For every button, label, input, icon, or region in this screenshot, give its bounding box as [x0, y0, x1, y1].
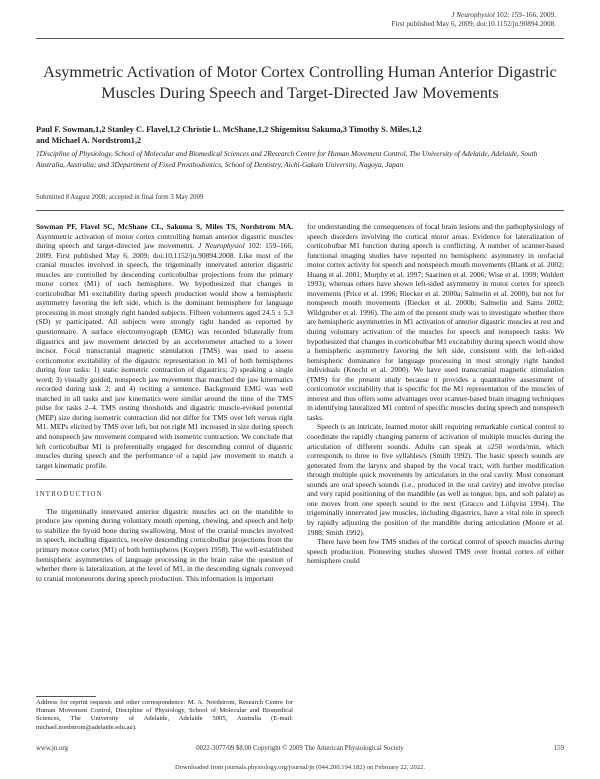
- journal-header: [391, 11, 556, 29]
- right-column: [307, 222, 564, 566]
- introduction-heading: INTRODUCTION: [36, 491, 103, 499]
- left-column: [36, 222, 293, 583]
- author-line-1: Paul F. Sowman,1,2 Stanley C. Flavel,1,2 Christie L. McShane,1,2 Shigemitsu Sakuma,3 Timothy S. Miles,1,2: [36, 125, 422, 134]
- page-number: 159: [553, 745, 564, 752]
- affiliations: 1Discipline of Physiology, School of Molecular and Biomedical Sciences and 2Research Centre for Human Movement Control, The University of Adelaide, Adelaide, South Australia, Australia; and 3Department of Fixed Prosthodontics, School of Dentistry, Aichi-Gakuin University, Nagoya, Japan: [36, 149, 538, 169]
- footnote-rule: [36, 696, 96, 697]
- abstract: [36, 222, 293, 470]
- abstract-top-rule: [36, 210, 564, 211]
- paragraph-3-emphasis: during: [544, 537, 564, 547]
- copyright-notice: 0022-3077/09 $8.00 Copyright © 2009 The American Physiological Society: [196, 745, 404, 752]
- submission-dates: Submitted 8 August 2008; accepted in final form 3 May 2009: [36, 194, 204, 201]
- introduction-paragraph-2: Speech is an intricate, learned motor skill requiring remarkable cortical control to coordinate the rapidly changing patterns of activation of multiple muscles during the articulation of different sounds. Adults can speak at ≤250 words/min, which corresponds to three to five syllables/s (Smith 1992). The basic speech sounds are generated from the larynx and shaped by the vocal tract, with further modification through multiple quick movements by articulators in the oral cavity. Most consonant sounds are oral speech sounds (i.e., produced in the oral cavity) and involve precise and very rapid positioning of the mandible (as well as tongue, lips, and soft palate) as one moves from one speech sound to the next (Gracco and Löfqvist 1994). The trigeminally innervated jaw muscles, including digastrics, have a vital role in speech by rapidly adjusting the position of the mandible during articulation (Moore et al. 1988; Smith 1992).: [307, 422, 564, 537]
- download-notice: Downloaded from journals.physiology.org/journal/jn (044.200.194.182) on February 22, 2022.: [175, 764, 425, 771]
- abstract-citation-title: Asymmetric activation of motor cortex controlling human anterior digastric muscles during speech and target-directed jaw movements.: [36, 231, 293, 251]
- paragraph-3-text-c: speech production. Pioneering studies showed TMS over frontal cortex of either hemisphere could: [307, 546, 564, 566]
- paragraph-3-text-a: There have been few TMS studies of the cortical control of speech muscles: [317, 537, 545, 547]
- author-list: [36, 124, 566, 146]
- introduction-paragraph-1: The trigeminally innervated anterior digastric muscles act on the mandible to produce jaw opening during voluntary mouth opening, chewing, and speech and help to stabilize the hyoid bone during swallowing. Most of the cranial muscles involved in speech, including digastrics, receive descending corticobulbar projections from the primary motor cortex (M1) of both hemispheres (Kuypers 1958). The well-established hemispheric asymmetries of language processing in the brain raise the question of whether there is lateralization, at the level of M1, in the descending signals conveyed to cranial motoneurons during speech production. This information is important: [36, 506, 294, 583]
- introduction-paragraph-3: [307, 537, 564, 566]
- abstract-bottom-rule: [36, 479, 293, 480]
- abstract-citation-authors: Sowman PF, Flavel SC, McShane CL, Sakuma S, Miles TS, Nordstrom MA.: [36, 222, 293, 231]
- first-published-line: First published May 6, 2009; doi:10.1152/jn.90894.2008.: [391, 20, 556, 29]
- header-rule: [36, 38, 564, 39]
- journal-citation: 102: 159–166, 2009.: [496, 11, 556, 19]
- correspondence-footnote: Address for reprint requests and other correspondence: M. A. Nordstrom, Research Centre for Human Movement Control, Discipline of Physiology, School of Molecular and Biomedical Sciences, The University of Adelaide, Adelaide 5005, Australia (E-mail: michael.nordstrom@adelaide.edu.au).: [36, 699, 293, 731]
- abstract-body: 102: 159–166, 2009. First published May 6, 2009; doi:10.1152/jn.90894.2008. Like most of the cranial muscles involved in speech, the trigeminally innervated anterior digastric muscles are controlled by descending corticobulbar projections from the primary motor cortex (M1) of each hemisphere. We hypothesized that changes in corticobulbar M1 excitability during speech production would show a hemispheric asymmetry favoring the left side, which is the dominant hemisphere for language processing in most strongly right handed subjects. Fifteen volunteers aged 24.5 ± 5.3 (SD) yr participated. All subjects were strongly right handed as reported by questionnaire. A surface electromyograph (EMG) was recorded bilaterally from digastrics and jaw movement detected by an accelerometer attached to a lower incisor. Focal transcranial magnetic stimulation (TMS) was used to assess corticomotor excitability of the digastric representation in M1 of both hemispheres during four tasks: 1) static isometric contraction of digastrics; 2) speaking a single word; 3) visually guided, nonspeech jaw movement that matched the jaw kinematics recorded during task 2; and 4) reciting a sentence. Background EMG was well matched in all tasks and jaw kinematics were similar around the time of the TMS pulse for tasks 2–4. TMS resting thresholds and digastric muscle-evoked potential (MEP) size during isometric contraction did not differ for TMS over left versus right M1. MEPs elicited by TMS over left, but not right M1 increased in size during speech and nonspeech jaw movement compared with isometric contraction. We conclude that left corticobulbar M1 is preferentially engaged for descending control of digastric muscles during speech and the performance of a rapid jaw movement to match a target kinematic profile.: [36, 241, 293, 470]
- abstract-citation-journal: J Neurophysiol: [198, 241, 245, 251]
- journal-website: www.jn.org: [36, 745, 68, 752]
- introduction-paragraph-1-continued: for understanding the consequences of focal brain lesions and the pathophysiology of speech disorders involving the cortical motor areas. Evidence for lateralization of corticobulbar M1 function during speech is conflicting. A number of scanner-based functional imaging studies have reported no hemispheric asymmetry in orofacial motor cortex activity for speech and nonspeech mouth movements (Blank et al. 2002; Huang et al. 2001; Murphy et al. 1997; Saarinen et al. 2006; Wise et al. 1999; Wohlert 1993), whereas others have shown left-sided asymmetry in motor cortex for speech movements (Price et al. 1996; Riecker et al. 2000a; Salmelin et al. 2000), but not for nonspeech mouth movements (Riecker et al. 2000b; Salmelin and Sams 2002; Wildgruber et al. 1996). The aim of the present study was to investigate whether there are hemispheric asymmetries in M1 activation of anterior digastric muscles at rest and during voluntary activation of the muscles for speech and nonspeech tasks. We hypothesized that changes in corticobulbar M1 excitability during speech would show a hemispheric asymmetry favoring the left side, consistent with the left-sided hemispheric dominance for language processing in most strongly right handed individuals (Knecht et al. 2000). We have used transcranial magnetic stimulation (TMS) for the present study because it provides a quantitative assessment of corticomotor excitability that is specific for the M1 representation of the muscles of interest and thus offers some advantages over scanner-based brain imaging techniques in identifying lateralized M1 control of specific muscles during speech and nonspeech tasks.: [307, 222, 564, 422]
- journal-name: J Neurophysiol: [451, 11, 495, 19]
- author-line-2: and Michael A. Nordstrom1,2: [36, 136, 142, 145]
- paper-title: Asymmetric Activation of Motor Cortex Controlling Human Anterior Digastric Muscles During Speech and Target-Directed Jaw Movements: [43, 63, 557, 102]
